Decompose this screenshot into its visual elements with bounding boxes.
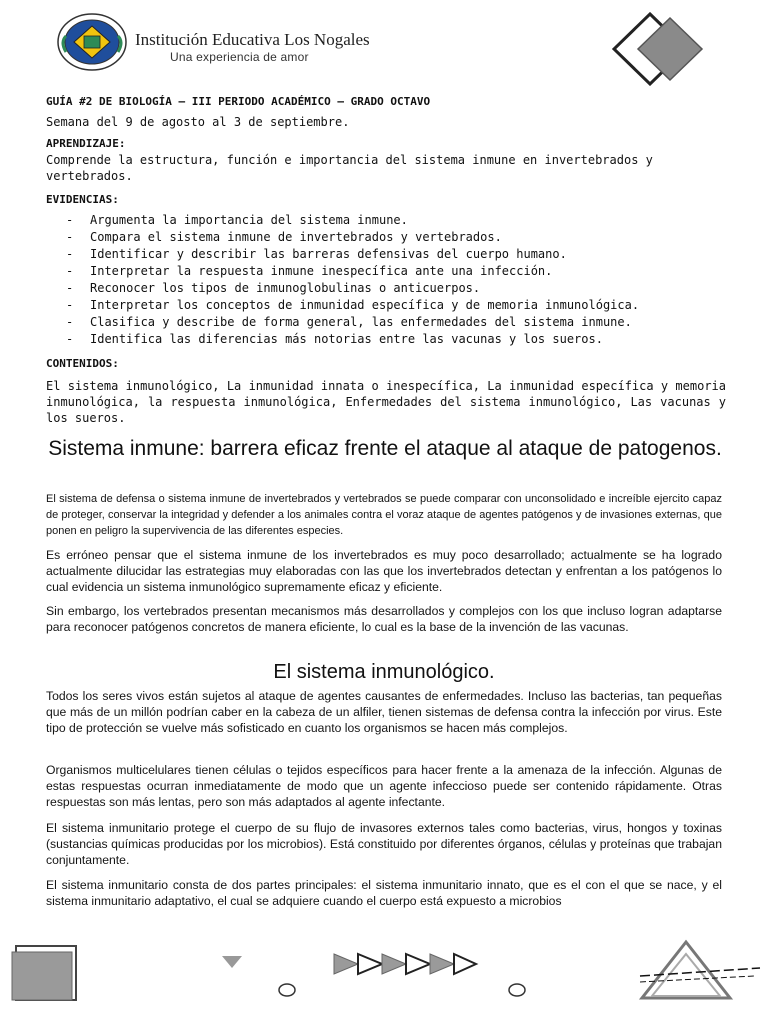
list-item: - Identificar y describir las barreras defensivas del cuerpo humano. (46, 246, 726, 263)
guide-week: Semana del 9 de agosto al 3 de septiembre. (46, 115, 350, 129)
paragraph: Sin embargo, los vertebrados presentan mecanismos más desarrollados y complejos con los que incluso logran adaptarse para reconocer patógenos concretos de manera eficiente, lo cual es la base de la invención de las vacunas. (46, 604, 722, 634)
circle-outline-icon (506, 982, 528, 998)
list-item: - Interpretar los conceptos de inmunidad específica y de memoria inmunológica. (46, 297, 726, 314)
paragraph: Es erróneo pensar que el sistema inmune de los invertebrados es muy poco desarrollado; actualmente se ha logrado actualmente dilucidar las estrategias muy elaboradas con las que los invertebrados detectan y enfrentan a los patógenos lo cual evidencia un sistema inmunológico supremamente eficaz y eficiente. (46, 548, 722, 594)
list-item: - Compara el sistema inmune de invertebrados y vertebrados. (46, 229, 726, 246)
square-decoration-icon (10, 942, 80, 1004)
learning-heading: APRENDIZAJE: (46, 137, 126, 150)
arrow-chain-icon (330, 950, 480, 978)
list-item: - Argumenta la importancia del sistema inmune. (46, 212, 726, 229)
institution-name: Institución Educativa Los Nogales (135, 30, 370, 49)
school-crest-logo (56, 12, 128, 72)
circle-outline-icon (276, 982, 298, 998)
guide-info (46, 94, 726, 438)
learning-text: Comprende la estructura, función e importancia del sistema inmune en invertebrados y vertebrados. (46, 153, 653, 183)
list-item: - Reconocer los tipos de inmunoglobulinas o anticuerpos. (46, 280, 726, 297)
paragraph: El sistema de defensa o sistema inmune de invertebrados y vertebrados se puede comparar con unconsolidado e increíble ejercito capaz de proteger, conservar la integridad y defender a los animales contra el voraz ataque de agentes patógenos y de invasiones externas, que ponen en peligro la supervivencia de las diferentes especies. (46, 493, 722, 537)
contents-text: El sistema inmunológico, La inmunidad innata o inespecífica, La inmunidad específica y memoria inmunológica, la respuesta inmunológica, Enfermedades del sistema inmunológico, Las vacunas y los sueros. (46, 379, 726, 425)
triangle-down-icon (220, 954, 244, 970)
evidence-list (46, 212, 726, 348)
list-item: - Interpretar la respuesta inmune inespecífica ante una infección. (46, 263, 726, 280)
list-item: - Clasifica y describe de forma general, las enfermedades del sistema inmune. (46, 314, 726, 331)
contents-heading: CONTENIDOS: (46, 357, 119, 370)
guide-title: GUÍA #2 DE BIOLOGÍA – III PERIODO ACADÉMICO – GRADO OCTAVO (46, 95, 431, 108)
main-heading: Sistema inmune: barrera eficaz frente el ataque al ataque de patogenos. (48, 437, 722, 460)
paragraph: Todos los seres vivos están sujetos al ataque de agentes causantes de enfermedades. Incluso las bacterias, tan pequeñas que más de un millón podrían caber en la cabeza de un alfiler, tienen sistemas de defensa contra la infección por virus. Este tipo de protección se vuelve más sofisticado en cuanto los organismos se hacen más complejos. (46, 689, 722, 735)
evidence-heading: EVIDENCIAS: (46, 193, 119, 206)
list-item: - Identifica las diferencias más notorias entre las vacunas y los sueros. (46, 331, 726, 348)
institution-tagline: Una experiencia de amor (170, 50, 309, 64)
section-heading: El sistema inmunológico. (273, 661, 495, 683)
triangle-decoration-icon (636, 938, 762, 1002)
paragraph: El sistema inmunitario protege el cuerpo de su flujo de invasores externos tales como bacterias, virus, hongos y toxinas (sustancias químicas producidas por los microbios). Está constituido por diferentes órganos, células y proteínas que trabajan conjuntamente. (46, 821, 722, 867)
diamond-decoration-icon (612, 12, 708, 86)
paragraph: El sistema inmunitario consta de dos partes principales: el sistema inmunitario innato, que es el con el que se nace, y el sistema inmunitario adaptativo, el cual se adquiere cuando el cuerpo está expuesto a microbios (46, 878, 722, 908)
paragraph: Organismos multicelulares tienen células o tejidos específicos para hacer frente a la amenaza de la infección. Algunas de estas respuestas ocurran inmediatamente de modo que un agente infeccioso puede ser contenido rápidamente. Otras respuestas son más lentas, pero son más adaptados al agente infectante. (46, 763, 722, 809)
